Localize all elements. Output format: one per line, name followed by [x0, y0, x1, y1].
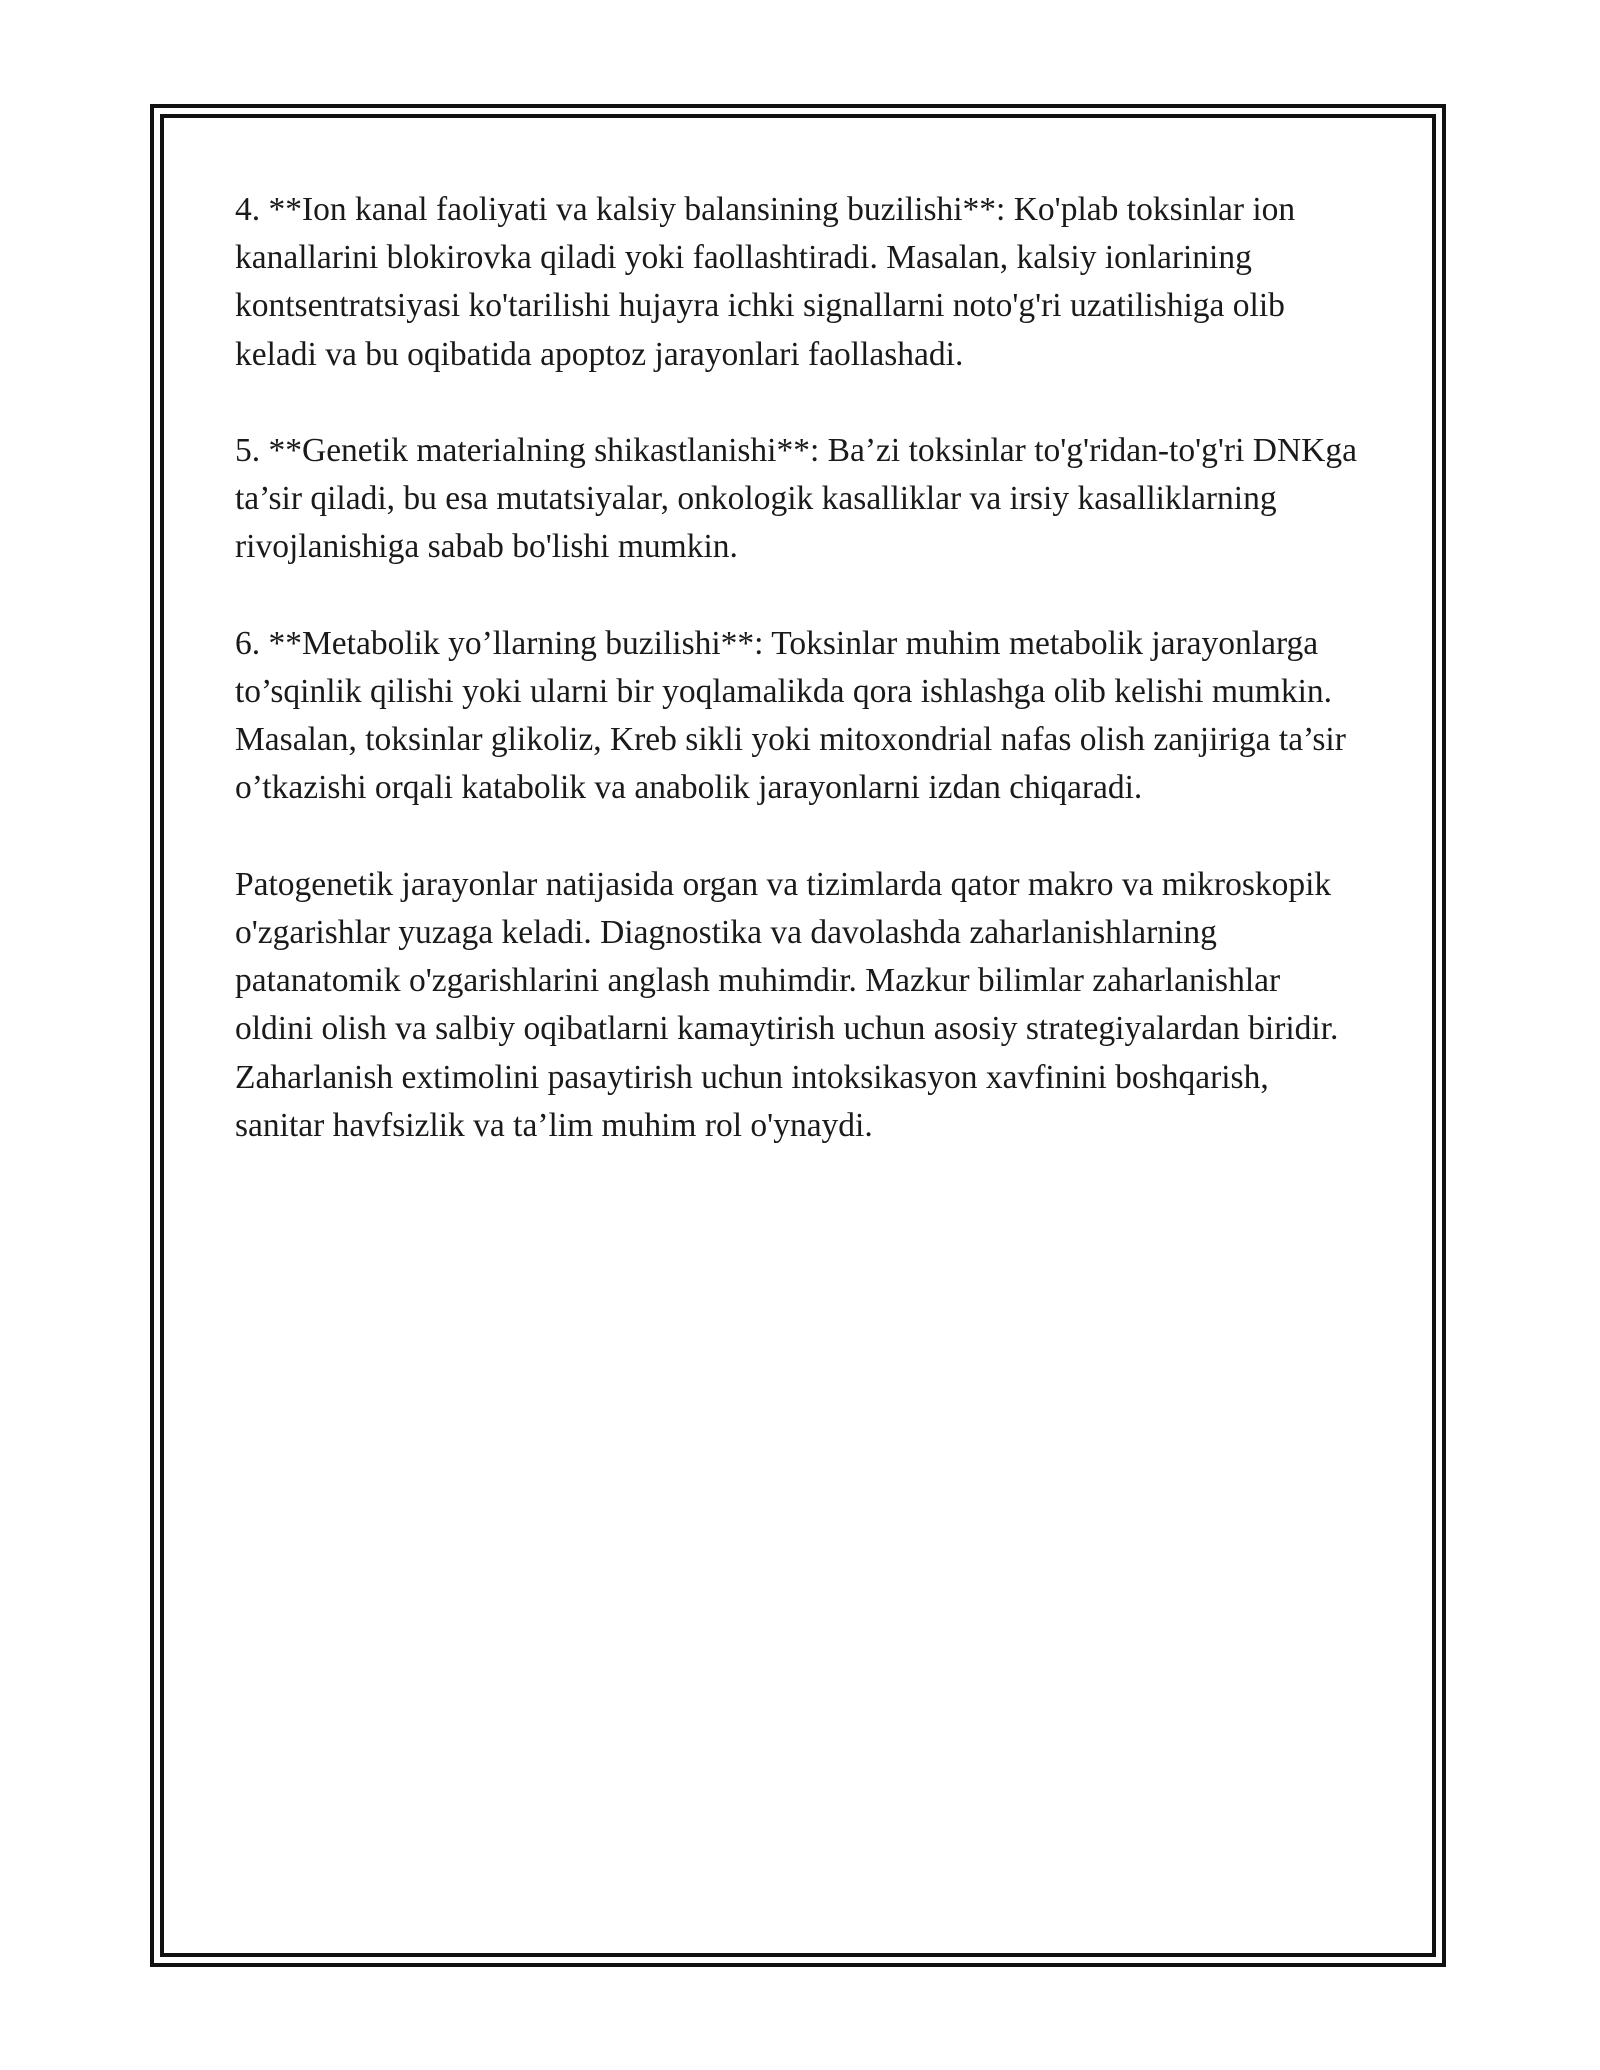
document-body [235, 186, 1360, 1198]
paragraph-pathogenetic-conclusion: Patogenetik jarayonlar natijasida organ va tizimlarda qator makro va mikroskopik o'zgarishlar yuzaga keladi. Diagnostika va davolashda zaharlanishlarning patanatomik o'zgarishlarini anglash muhimdir. Mazkur bilimlar zaharlanishlar oldini olish va salbiy oqibatlarni kamaytirish uchun asosiy strategiyalardan biridir. Zaharlanish extimolini pasaytirish uchun intoksikasyon xavfinini boshqarish, sanitar havfsizlik va ta’lim muhim rol o'ynaydi. [235, 865, 1339, 1144]
paragraph-metabolic-pathways: 6. **Metabolik yo’llarning buzilishi**: Toksinlar muhim metabolik jarayonlarga to’sqinlik qilishi yoki ularni bir yoqlamalikda qora ishlashga olib kelishi mumkin. Masalan, toksinlar glikoliz, Kreb sikli yoki mitoxondrial nafas olish zanjiriga ta’sir o’tkazishi orqali katabolik va anabolik jarayonlarni izdan chiqaradi. [235, 624, 1346, 807]
paragraph-genetic-damage: 5. **Genetik materialning shikastlanishi**: Ba’zi toksinlar to'g'ridan-to'g'ri DNKga ta’sir qiladi, bu esa mutatsiyalar, onkologik kasalliklar va irsiy kasalliklarning rivojlanishiga sabab bo'lishi mumkin. [235, 432, 1357, 566]
paragraph-ion-channels: 4. **Ion kanal faoliyati va kalsiy balansining buzilishi**: Ko'plab toksinlar ion kanallarini blokirovka qiladi yoki faollashtiradi. Masalan, kalsiy ionlarining kontsentratsiyasi ko'tarilishi hujayra ichki signallarni noto'g'ri uzatilishiga olib keladi va bu oqibatida apoptoz jarayonlari faollashadi. [235, 191, 1296, 373]
